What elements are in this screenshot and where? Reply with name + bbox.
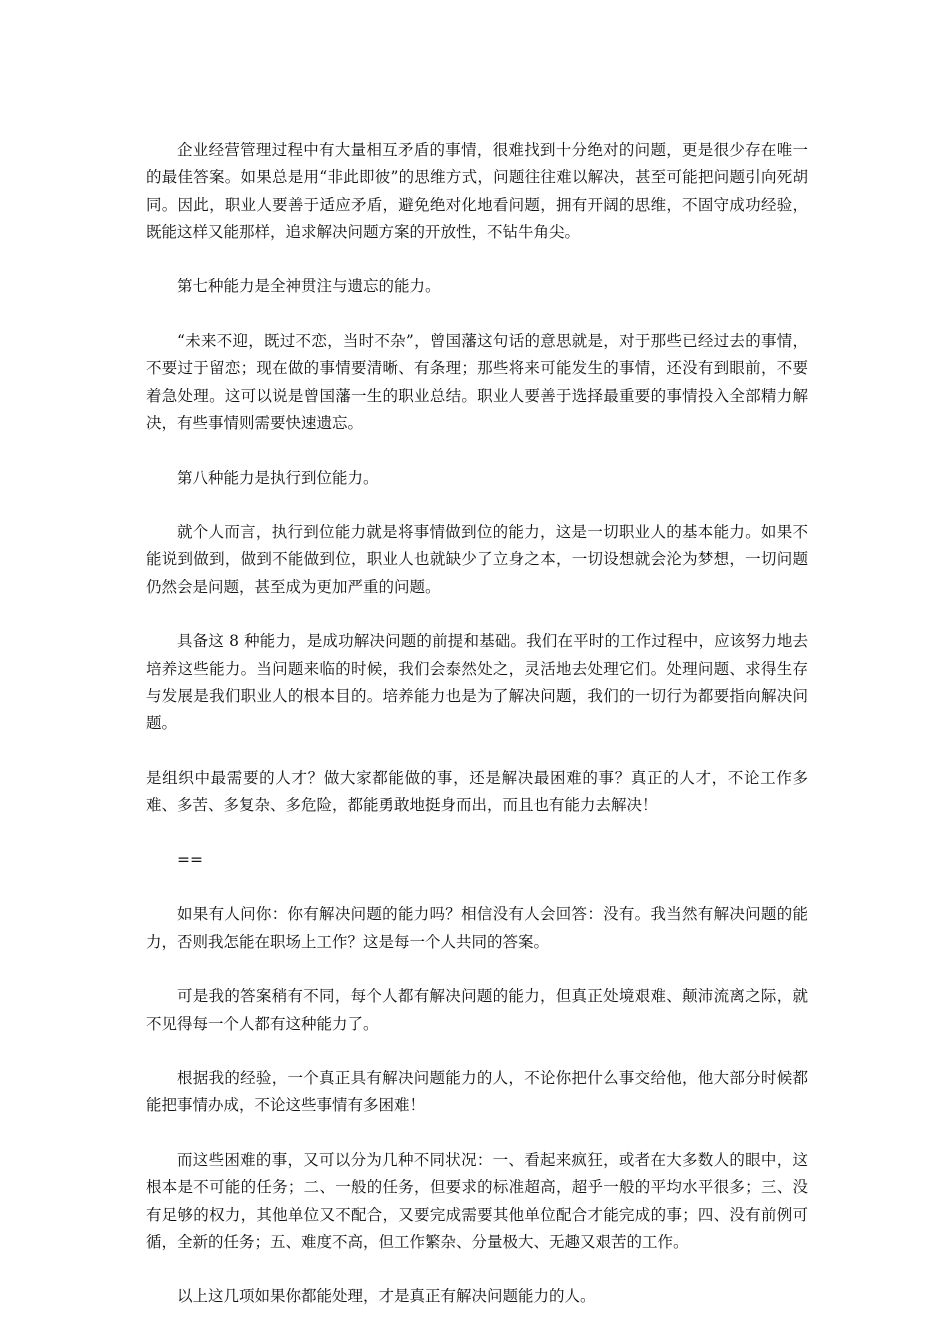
- paragraph-2: 第七种能力是全神贯注与遗忘的能力。: [177, 277, 441, 296]
- document-body: [146, 137, 808, 1338]
- paragraph-10: 根据我的经验，一个真正具有解决问题能力的人，不论你把什么事交给他，他大部分时候都能把事情办成，不论这些事情有多困难！: [146, 1069, 808, 1115]
- separator-text: ==: [177, 850, 203, 869]
- paragraph-4: 第八种能力是执行到位能力。: [177, 468, 379, 487]
- paragraph-7: 是组织中最需要的人才？做大家都能做的事，还是解决最困难的事？真正的人才，不论工作多难、多苦、多复杂、多危险，都能勇敢地挺身而出，而且也有能力去解决！: [146, 768, 808, 815]
- paragraph-8: 如果有人问你：你有解决问题的能力吗？相信没有人会回答：没有。我当然有解决问题的能力，否则我怎能在职场上工作？这是每一个人共同的答案。: [146, 905, 808, 951]
- paragraph-1: 企业经营管理过程中有大量相互矛盾的事情，很难找到十分绝对的问题，更是很少存在唯一的最佳答案。如果总是用“非此即彼”的思维方式，问题往往难以解决，甚至可能把问题引向死胡同。因此，职业人要善于适应矛盾，避免绝对化地看问题，拥有开阔的思维，不固守成功经验，既能这样又能那样，追求解决问题方案的开放性，不钻牛角尖。: [146, 141, 808, 241]
- paragraph-11: 而这些困难的事，又可以分为几种不同状况：一、看起来疯狂，或者在大多数人的眼中，这根本是不可能的任务；二、一般的任务，但要求的标准超高，超乎一般的平均水平很多；三、没有足够的权力，其他单位又不配合，又要完成需要其他单位配合才能完成的事；四、没有前例可循，全新的任务；五、难度不高，但工作繁杂、分量极大、无趣又艰苦的工作。: [146, 1150, 808, 1251]
- paragraph-6: 具备这 8 种能力，是成功解决问题的前提和基础。我们在平时的工作过程中，应该努力地去培养这些能力。当问题来临的时候，我们会泰然处之，灵活地去处理它们。处理问题、求得生存与发展是我们职业人的根本目的。培养能力也是为了解决问题，我们的一切行为都要指向解决问题。: [146, 632, 808, 733]
- paragraph-12: 以上这几项如果你都能处理，才是真正有解决问题能力的人。: [177, 1287, 596, 1306]
- paragraph-3: “未来不迎，既过不恋，当时不杂”，曾国藩这句话的意思就是，对于那些已经过去的事情，不要过于留恋；现在做的事情要清晰、有条理；那些将来可能发生的事情，还没有到眼前，不要着急处理。这可以说是曾国藩一生的职业总结。职业人要善于选择最重要的事情投入全部精力解决，有些事情则需要快速遗忘。: [146, 332, 808, 432]
- paragraph-5: 就个人而言，执行到位能力就是将事情做到位的能力，这是一切职业人的基本能力。如果不能说到做到，做到不能做到位，职业人也就缺少了立身之本，一切设想就会沦为梦想，一切问题仍然会是问题，甚至成为更加严重的问题。: [146, 523, 808, 596]
- paragraph-9: 可是我的答案稍有不同，每个人都有解决问题的能力，但真正处境艰难、颠沛流离之际，就不见得每一个人都有这种能力了。: [146, 987, 808, 1033]
